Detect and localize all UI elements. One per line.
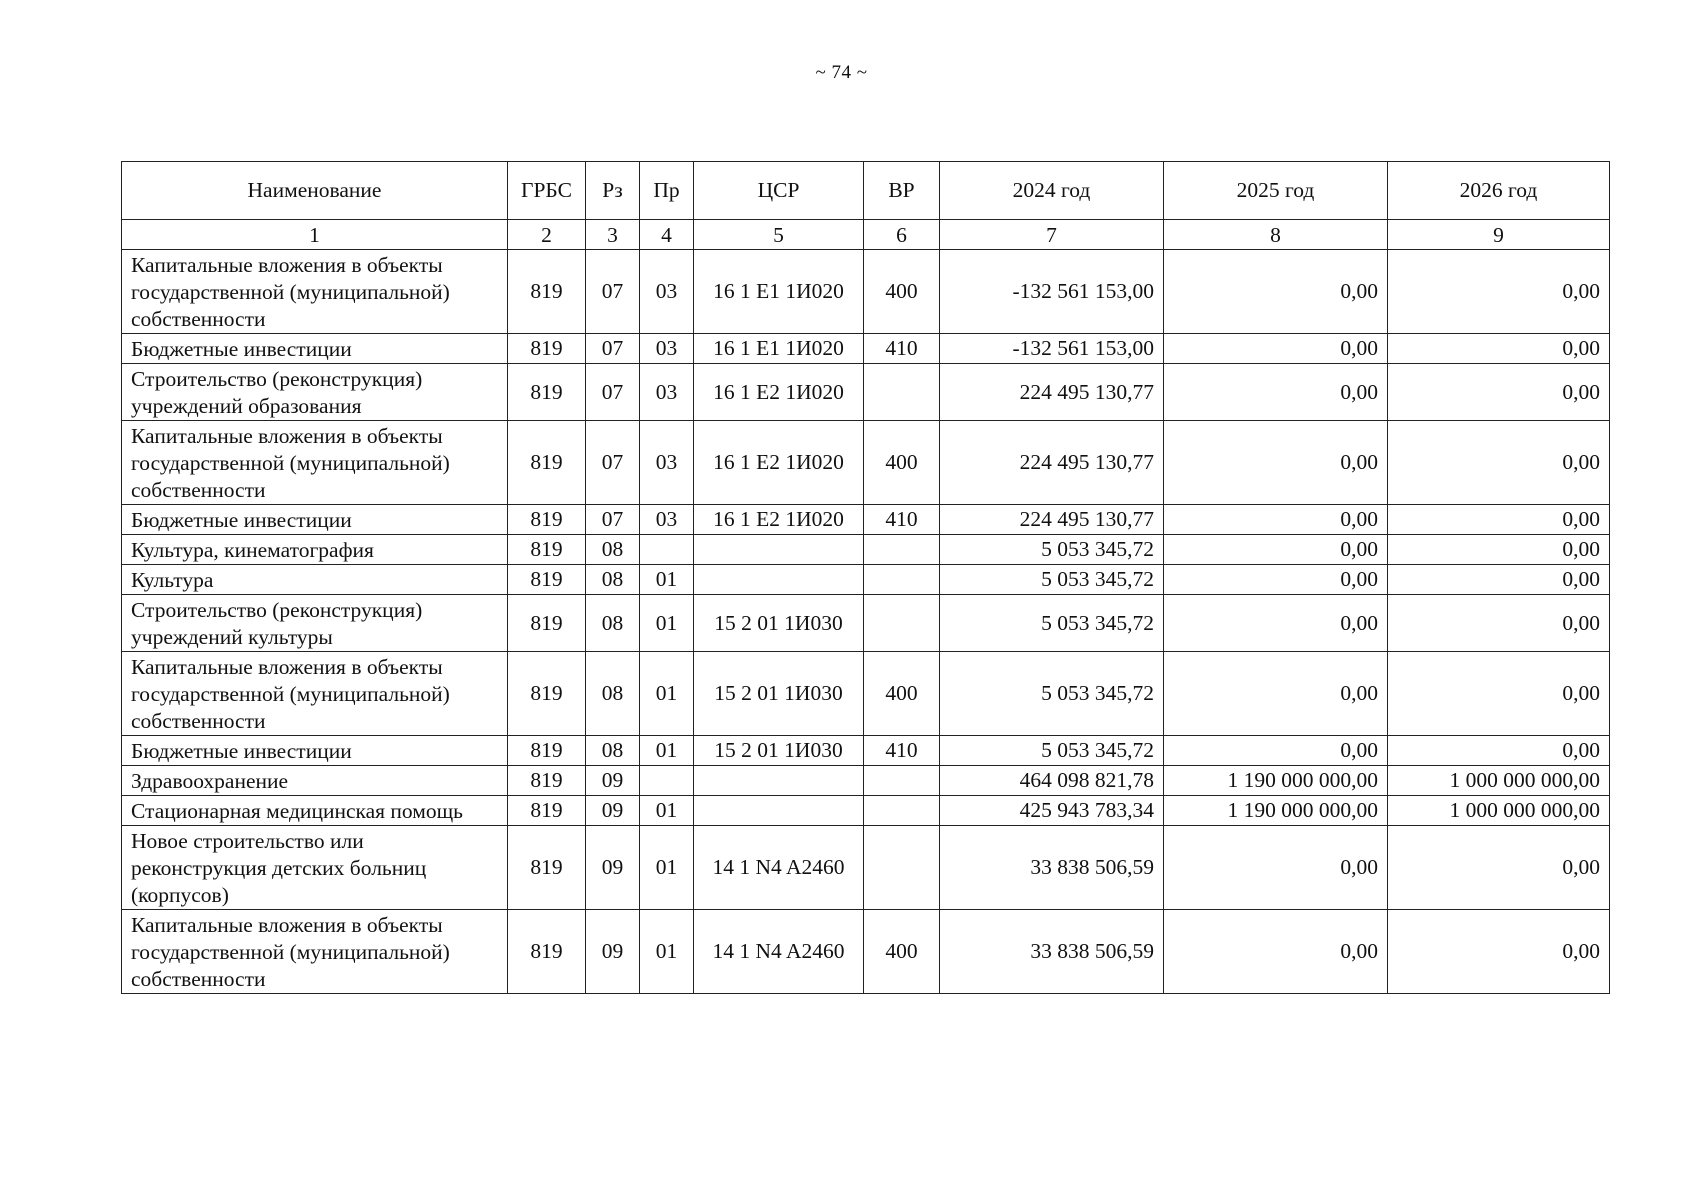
row-pr: 03 [640,364,694,421]
row-amount-2024: 464 098 821,78 [940,766,1164,796]
row-amount-2026: 1 000 000 000,00 [1388,766,1610,796]
row-rz: 08 [586,595,640,652]
row-vr [864,796,940,826]
row-amount-2024: 5 053 345,72 [940,736,1164,766]
row-rz: 07 [586,421,640,505]
column-number: 6 [864,220,940,250]
row-amount-2025: 0,00 [1164,736,1388,766]
row-rz: 08 [586,535,640,565]
row-csr: 15 2 01 1И030 [694,736,864,766]
row-amount-2026: 0,00 [1388,565,1610,595]
header-2024: 2024 год [940,162,1164,220]
row-grbs: 819 [508,826,586,910]
row-amount-2025: 0,00 [1164,565,1388,595]
row-csr: 16 1 E2 1И020 [694,421,864,505]
table-row [122,595,1610,652]
row-amount-2026: 0,00 [1388,334,1610,364]
row-vr: 410 [864,334,940,364]
row-pr: 03 [640,250,694,334]
row-name: Строительство (реконструкция) учреждений образования [122,364,508,421]
table-row [122,250,1610,334]
row-rz: 09 [586,826,640,910]
row-amount-2025: 0,00 [1164,652,1388,736]
row-csr [694,796,864,826]
header-name: Наименование [122,162,508,220]
row-csr: 16 1 E2 1И020 [694,505,864,535]
row-amount-2024: 224 495 130,77 [940,421,1164,505]
row-rz: 07 [586,505,640,535]
row-amount-2026: 1 000 000 000,00 [1388,796,1610,826]
column-number: 8 [1164,220,1388,250]
table-row [122,421,1610,505]
table-row [122,796,1610,826]
row-grbs: 819 [508,595,586,652]
row-amount-2026: 0,00 [1388,910,1610,994]
row-amount-2024: 5 053 345,72 [940,565,1164,595]
row-csr [694,535,864,565]
header-2026: 2026 год [1388,162,1610,220]
row-name: Бюджетные инвестиции [122,505,508,535]
row-grbs: 819 [508,796,586,826]
row-amount-2026: 0,00 [1388,652,1610,736]
row-grbs: 819 [508,910,586,994]
row-grbs: 819 [508,334,586,364]
row-amount-2025: 0,00 [1164,910,1388,994]
row-amount-2025: 0,00 [1164,595,1388,652]
row-grbs: 819 [508,421,586,505]
header-pr: Пр [640,162,694,220]
row-grbs: 819 [508,364,586,421]
table-row [122,334,1610,364]
row-pr: 03 [640,505,694,535]
row-csr: 15 2 01 1И030 [694,652,864,736]
row-csr: 16 1 E2 1И020 [694,364,864,421]
row-amount-2025: 0,00 [1164,505,1388,535]
table-row [122,505,1610,535]
row-amount-2024: 33 838 506,59 [940,910,1164,994]
row-rz: 08 [586,565,640,595]
row-pr: 03 [640,334,694,364]
row-pr: 01 [640,595,694,652]
row-pr: 01 [640,826,694,910]
row-amount-2025: 0,00 [1164,250,1388,334]
row-amount-2026: 0,00 [1388,826,1610,910]
column-number: 7 [940,220,1164,250]
row-grbs: 819 [508,505,586,535]
row-vr: 400 [864,910,940,994]
row-grbs: 819 [508,766,586,796]
row-name: Новое строительство или реконструкция детских больниц (корпусов) [122,826,508,910]
row-pr: 01 [640,910,694,994]
row-amount-2024: 5 053 345,72 [940,595,1164,652]
row-vr [864,595,940,652]
row-amount-2024: 33 838 506,59 [940,826,1164,910]
row-name: Капитальные вложения в объекты государственной (муниципальной) собственности [122,250,508,334]
row-pr: 01 [640,736,694,766]
row-rz: 07 [586,250,640,334]
row-amount-2025: 0,00 [1164,535,1388,565]
row-csr: 16 1 E1 1И020 [694,334,864,364]
row-vr: 410 [864,505,940,535]
row-amount-2025: 0,00 [1164,364,1388,421]
row-amount-2024: 224 495 130,77 [940,364,1164,421]
row-csr [694,766,864,796]
row-vr: 400 [864,652,940,736]
row-amount-2024: -132 561 153,00 [940,250,1164,334]
header-vr: ВР [864,162,940,220]
row-amount-2026: 0,00 [1388,505,1610,535]
row-name: Культура [122,565,508,595]
row-grbs: 819 [508,736,586,766]
header-rz: Рз [586,162,640,220]
row-amount-2025: 1 190 000 000,00 [1164,796,1388,826]
column-number-row [122,220,1610,250]
row-amount-2026: 0,00 [1388,250,1610,334]
row-csr: 16 1 E1 1И020 [694,250,864,334]
header-2025: 2025 год [1164,162,1388,220]
row-grbs: 819 [508,535,586,565]
row-vr: 410 [864,736,940,766]
table-row [122,364,1610,421]
row-csr: 14 1 N4 A2460 [694,826,864,910]
table-row [122,736,1610,766]
row-name: Строительство (реконструкция) учреждений культуры [122,595,508,652]
row-name: Капитальные вложения в объекты государственной (муниципальной) собственности [122,910,508,994]
column-number: 3 [586,220,640,250]
row-amount-2025: 0,00 [1164,334,1388,364]
column-number: 1 [122,220,508,250]
row-vr: 400 [864,421,940,505]
row-pr [640,535,694,565]
row-pr: 03 [640,421,694,505]
row-vr [864,565,940,595]
column-number: 2 [508,220,586,250]
page-number: ~ 74 ~ [815,62,868,83]
row-vr [864,766,940,796]
row-csr: 14 1 N4 A2460 [694,910,864,994]
row-amount-2024: 224 495 130,77 [940,505,1164,535]
row-rz: 07 [586,364,640,421]
row-name: Бюджетные инвестиции [122,334,508,364]
table-row [122,910,1610,994]
row-vr [864,826,940,910]
header-grbs: ГРБС [508,162,586,220]
table-row [122,826,1610,910]
row-grbs: 819 [508,652,586,736]
table-row [122,535,1610,565]
row-amount-2026: 0,00 [1388,364,1610,421]
row-name: Бюджетные инвестиции [122,736,508,766]
row-amount-2024: 425 943 783,34 [940,796,1164,826]
row-amount-2025: 1 190 000 000,00 [1164,766,1388,796]
row-amount-2024: 5 053 345,72 [940,652,1164,736]
row-rz: 09 [586,910,640,994]
row-rz: 09 [586,796,640,826]
row-amount-2026: 0,00 [1388,736,1610,766]
table-row [122,766,1610,796]
table-row [122,565,1610,595]
row-vr [864,535,940,565]
row-vr [864,364,940,421]
column-number: 5 [694,220,864,250]
row-amount-2026: 0,00 [1388,595,1610,652]
row-amount-2024: 5 053 345,72 [940,535,1164,565]
row-pr [640,766,694,796]
table-row [122,652,1610,736]
header-csr: ЦСР [694,162,864,220]
row-name: Стационарная медицинская помощь [122,796,508,826]
row-amount-2025: 0,00 [1164,421,1388,505]
row-pr: 01 [640,652,694,736]
row-pr: 01 [640,796,694,826]
row-name: Капитальные вложения в объекты государственной (муниципальной) собственности [122,652,508,736]
row-amount-2024: -132 561 153,00 [940,334,1164,364]
column-number: 4 [640,220,694,250]
row-name: Культура, кинематография [122,535,508,565]
row-name: Здравоохранение [122,766,508,796]
header-row [122,162,1610,220]
row-rz: 07 [586,334,640,364]
budget-table [121,161,1610,994]
row-name: Капитальные вложения в объекты государственной (муниципальной) собственности [122,421,508,505]
row-rz: 09 [586,766,640,796]
row-vr: 400 [864,250,940,334]
column-number: 9 [1388,220,1610,250]
row-grbs: 819 [508,565,586,595]
row-amount-2026: 0,00 [1388,535,1610,565]
row-csr [694,565,864,595]
row-amount-2025: 0,00 [1164,826,1388,910]
row-grbs: 819 [508,250,586,334]
row-rz: 08 [586,652,640,736]
row-rz: 08 [586,736,640,766]
row-pr: 01 [640,565,694,595]
row-csr: 15 2 01 1И030 [694,595,864,652]
row-amount-2026: 0,00 [1388,421,1610,505]
